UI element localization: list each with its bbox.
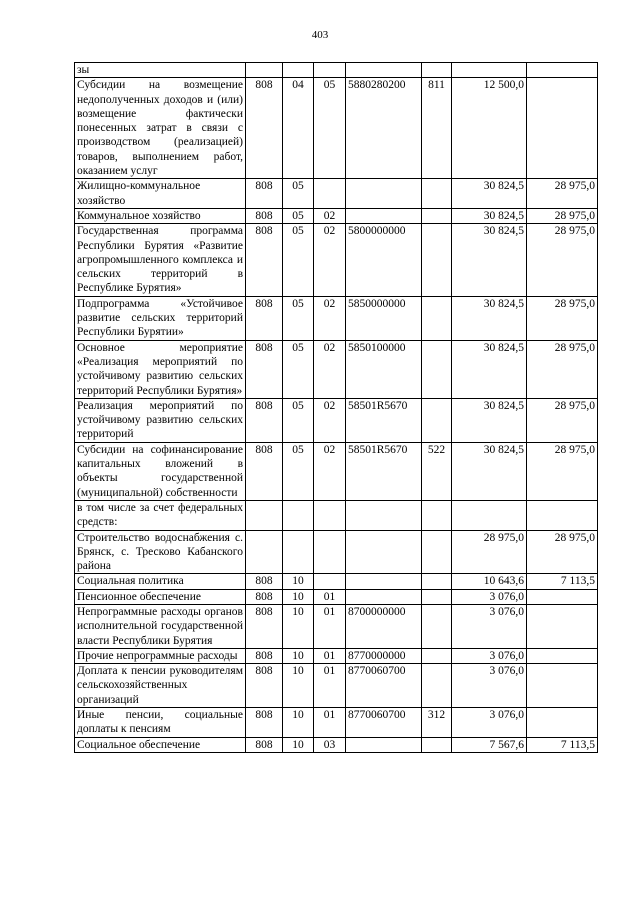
cell-subsection-code: 02: [314, 296, 346, 340]
table-row: [75, 340, 598, 398]
cell-expense-type-code: [422, 648, 452, 663]
cell-name: Субсидии на софинансирование капитальных вложений в объекты государственной (муниципальной) собственности: [75, 442, 246, 500]
cell-subsection-code: 03: [314, 737, 346, 752]
cell-subsection-code: 01: [314, 589, 346, 604]
cell-amount-federal: [527, 589, 598, 604]
cell-ministry-code: 808: [246, 224, 283, 296]
cell-expense-type-code: [422, 179, 452, 209]
cell-section-code: 05: [283, 442, 314, 500]
cell-subsection-code: [314, 500, 346, 530]
cell-target-code: 8770060700: [346, 708, 422, 738]
cell-amount-total: 3 076,0: [452, 604, 527, 648]
cell-target-code: 8770000000: [346, 648, 422, 663]
cell-target-code: [346, 589, 422, 604]
cell-name: Прочие непрограммные расходы: [75, 648, 246, 663]
cell-amount-total: 30 824,5: [452, 224, 527, 296]
cell-expense-type-code: [422, 340, 452, 398]
cell-expense-type-code: [422, 398, 452, 442]
cell-subsection-code: [314, 63, 346, 78]
cell-target-code: 5800000000: [346, 224, 422, 296]
cell-expense-type-code: [422, 296, 452, 340]
cell-name: зы: [75, 63, 246, 78]
cell-amount-federal: [527, 664, 598, 708]
cell-amount-federal: [527, 708, 598, 738]
cell-target-code: 5880280200: [346, 78, 422, 179]
cell-ministry-code: 808: [246, 708, 283, 738]
cell-target-code: 8770060700: [346, 664, 422, 708]
cell-expense-type-code: 312: [422, 708, 452, 738]
cell-amount-total: 12 500,0: [452, 78, 527, 179]
cell-section-code: 10: [283, 589, 314, 604]
cell-section-code: 05: [283, 340, 314, 398]
cell-amount-total: 3 076,0: [452, 648, 527, 663]
cell-amount-total: 30 824,5: [452, 442, 527, 500]
cell-amount-total: [452, 500, 527, 530]
cell-expense-type-code: [422, 737, 452, 752]
cell-name: Непрограммные расходы органов исполнительной государственной власти Республики Бурятия: [75, 604, 246, 648]
cell-expense-type-code: [422, 574, 452, 589]
cell-section-code: 05: [283, 179, 314, 209]
cell-ministry-code: 808: [246, 78, 283, 179]
cell-amount-total: 30 824,5: [452, 208, 527, 223]
cell-name: Коммунальное хозяйство: [75, 208, 246, 223]
cell-amount-federal: 28 975,0: [527, 340, 598, 398]
cell-name: Социальная политика: [75, 574, 246, 589]
cell-name: Социальное обеспечение: [75, 737, 246, 752]
cell-name: Субсидии на возмещение недополученных доходов и (или) возмещение фактически понесенных затрат в связи с производством (реализацией) товаров, выполнением работ, оказанием услуг: [75, 78, 246, 179]
cell-amount-total: 7 567,6: [452, 737, 527, 752]
table-row: [75, 708, 598, 738]
table-row: [75, 574, 598, 589]
cell-subsection-code: [314, 574, 346, 589]
cell-target-code: 58501R5670: [346, 398, 422, 442]
cell-ministry-code: 808: [246, 179, 283, 209]
cell-target-code: 8700000000: [346, 604, 422, 648]
cell-section-code: 04: [283, 78, 314, 179]
cell-subsection-code: 02: [314, 224, 346, 296]
cell-expense-type-code: 522: [422, 442, 452, 500]
cell-amount-federal: [527, 604, 598, 648]
cell-section-code: 05: [283, 208, 314, 223]
cell-section-code: 10: [283, 604, 314, 648]
cell-target-code: [346, 208, 422, 223]
cell-amount-total: 3 076,0: [452, 664, 527, 708]
table-row: [75, 500, 598, 530]
cell-amount-total: 3 076,0: [452, 589, 527, 604]
cell-amount-federal: 7 113,5: [527, 737, 598, 752]
cell-amount-total: 3 076,0: [452, 708, 527, 738]
cell-subsection-code: 05: [314, 78, 346, 179]
cell-subsection-code: 01: [314, 648, 346, 663]
cell-subsection-code: 01: [314, 604, 346, 648]
cell-target-code: 5850000000: [346, 296, 422, 340]
table-row: [75, 179, 598, 209]
cell-name: Подпрограмма «Устойчивое развитие сельских территорий Республики Бурятии»: [75, 296, 246, 340]
cell-expense-type-code: 811: [422, 78, 452, 179]
cell-name: в том числе за счет федеральных средств:: [75, 500, 246, 530]
cell-section-code: 05: [283, 296, 314, 340]
cell-name: Основное мероприятие «Реализация мероприятий по устойчивому развитию сельских территорий Республики Бурятия»: [75, 340, 246, 398]
cell-section-code: 10: [283, 664, 314, 708]
cell-ministry-code: 808: [246, 340, 283, 398]
cell-ministry-code: 808: [246, 737, 283, 752]
cell-amount-total: 30 824,5: [452, 179, 527, 209]
cell-expense-type-code: [422, 530, 452, 574]
cell-name: Реализация мероприятий по устойчивому развитию сельских территорий: [75, 398, 246, 442]
cell-amount-federal: 28 975,0: [527, 296, 598, 340]
cell-ministry-code: 808: [246, 296, 283, 340]
cell-target-code: [346, 179, 422, 209]
cell-ministry-code: 808: [246, 604, 283, 648]
table-row: [75, 398, 598, 442]
cell-name: Государственная программа Республики Бурятия «Развитие агропромышленного комплекса и сельских территорий в Республике Бурятия»: [75, 224, 246, 296]
table-row: [75, 664, 598, 708]
cell-target-code: [346, 63, 422, 78]
cell-expense-type-code: [422, 664, 452, 708]
cell-section-code: 05: [283, 224, 314, 296]
cell-expense-type-code: [422, 604, 452, 648]
table-row: [75, 737, 598, 752]
cell-name: Иные пенсии, социальные доплаты к пенсиям: [75, 708, 246, 738]
cell-amount-federal: 28 975,0: [527, 208, 598, 223]
cell-expense-type-code: [422, 208, 452, 223]
table-row: [75, 648, 598, 663]
cell-section-code: [283, 530, 314, 574]
table-row: [75, 442, 598, 500]
cell-name: Строительство водоснабжения с. Брянск, с. Тресково Кабанского района: [75, 530, 246, 574]
cell-amount-federal: 28 975,0: [527, 398, 598, 442]
table-row: [75, 604, 598, 648]
cell-expense-type-code: [422, 500, 452, 530]
cell-target-code: 58501R5670: [346, 442, 422, 500]
cell-target-code: [346, 500, 422, 530]
cell-subsection-code: 02: [314, 398, 346, 442]
cell-subsection-code: 02: [314, 208, 346, 223]
cell-target-code: [346, 530, 422, 574]
cell-amount-federal: 28 975,0: [527, 179, 598, 209]
cell-amount-total: [452, 63, 527, 78]
cell-target-code: 5850100000: [346, 340, 422, 398]
cell-amount-federal: 28 975,0: [527, 530, 598, 574]
cell-ministry-code: 808: [246, 589, 283, 604]
cell-expense-type-code: [422, 63, 452, 78]
cell-section-code: 05: [283, 398, 314, 442]
cell-amount-federal: [527, 500, 598, 530]
cell-expense-type-code: [422, 224, 452, 296]
cell-amount-federal: [527, 78, 598, 179]
table-row: [75, 78, 598, 179]
cell-amount-total: 30 824,5: [452, 296, 527, 340]
cell-ministry-code: [246, 63, 283, 78]
cell-amount-federal: 7 113,5: [527, 574, 598, 589]
table-row: [75, 224, 598, 296]
cell-amount-federal: [527, 648, 598, 663]
cell-ministry-code: 808: [246, 398, 283, 442]
cell-ministry-code: 808: [246, 442, 283, 500]
cell-subsection-code: [314, 179, 346, 209]
page-number: 403: [311, 29, 329, 41]
budget-table-body: [75, 63, 598, 753]
cell-subsection-code: 02: [314, 340, 346, 398]
cell-section-code: 10: [283, 708, 314, 738]
cell-name: Жилищно-коммунальное хозяйство: [75, 179, 246, 209]
cell-subsection-code: 01: [314, 664, 346, 708]
cell-ministry-code: 808: [246, 664, 283, 708]
cell-section-code: [283, 63, 314, 78]
cell-section-code: 10: [283, 574, 314, 589]
cell-target-code: [346, 737, 422, 752]
cell-amount-total: 10 643,6: [452, 574, 527, 589]
table-row: [75, 589, 598, 604]
table-row: [75, 530, 598, 574]
cell-ministry-code: [246, 500, 283, 530]
cell-amount-federal: 28 975,0: [527, 442, 598, 500]
cell-subsection-code: 02: [314, 442, 346, 500]
cell-ministry-code: 808: [246, 574, 283, 589]
table-row: [75, 296, 598, 340]
cell-section-code: [283, 500, 314, 530]
cell-amount-total: 28 975,0: [452, 530, 527, 574]
cell-section-code: 10: [283, 648, 314, 663]
table-row: [75, 208, 598, 223]
cell-section-code: 10: [283, 737, 314, 752]
budget-table: [74, 62, 598, 753]
cell-name: Доплата к пенсии руководителям сельскохозяйственных организаций: [75, 664, 246, 708]
cell-name: Пенсионное обеспечение: [75, 589, 246, 604]
cell-amount-total: 30 824,5: [452, 398, 527, 442]
cell-target-code: [346, 574, 422, 589]
cell-ministry-code: 808: [246, 208, 283, 223]
cell-expense-type-code: [422, 589, 452, 604]
cell-subsection-code: [314, 530, 346, 574]
cell-amount-federal: [527, 63, 598, 78]
cell-ministry-code: [246, 530, 283, 574]
table-row: [75, 63, 598, 78]
cell-subsection-code: 01: [314, 708, 346, 738]
cell-amount-total: 30 824,5: [452, 340, 527, 398]
cell-ministry-code: 808: [246, 648, 283, 663]
cell-amount-federal: 28 975,0: [527, 224, 598, 296]
